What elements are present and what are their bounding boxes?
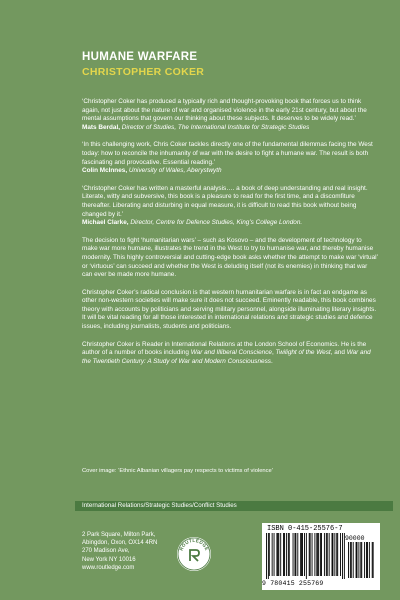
description-paragraph: Christopher Coker’s radical conclusion is that western humanitarian warfare is in fact an endgame as other non-western societies will make sure it does not succeed. Eminently readable, this book combines theory with accounts by politicians and serving military personnel, alongside illuminating literary insights. It will be vital reading for all those interested in international relations and strategic studies and defence issues, including journalists, students and politicians. xyxy=(82,288,377,331)
description-paragraph: The decision to fight ‘humanitarian wars’ – such as Kosovo – and the development of technology to make war more humane, illustrates the trend in the West to try to humanise war, and thereby humanise modernity. This highly controversial and cutting-edge book asks whether the attempt to make war ‘virtual’ or ‘virtuous’ can succeed and whether the West is deluding itself (not its enemies) in thinking that war can ever be made more humane. xyxy=(82,236,378,279)
reviewer-affiliation: Director, Centre for Defence Studies, King’s College London. xyxy=(130,219,303,227)
price-code: 90000 xyxy=(345,535,365,542)
book-author: CHRISTOPHER COKER xyxy=(82,66,205,78)
isbn-text: ISBN 0-415-25576-7 xyxy=(267,525,343,533)
review-attribution xyxy=(82,167,378,176)
address-line: 2 Park Square, Milton Park, xyxy=(82,532,156,538)
reviewer-affiliation: University of Wales, Aberystwyth xyxy=(128,167,222,175)
bio-book-title: War and the Twentieth Century: A Study of War and Modern Consciousness xyxy=(82,349,371,365)
review-quote: ‘Christopher Coker has written a masterful analysis…. a book of deep understanding and real insight. Literate, witty and subversive, this book is a pleasure to read for the first time, and a discomfiture thereafter. Liberating and disturbing in equal measure, it is difficult to read this book without being changed by it.’ xyxy=(82,184,368,218)
book-title: HUMANE WARFARE xyxy=(82,51,198,63)
subject-categories: International Relations/Strategic Studies/Conflict Studies xyxy=(82,502,237,509)
address-line: Abingdon, Oxon, OX14 4RN xyxy=(82,540,158,547)
cover-image-credit: Cover image: ‘Ethnic Albanian villagers pay respects to victims of violence’ xyxy=(82,468,274,474)
bio-text: , and xyxy=(330,349,347,357)
address-line: www.routledge.com xyxy=(82,564,135,571)
bio-book-title: Twilight of the West xyxy=(275,349,331,357)
logo-label: ROUTLEDGE xyxy=(178,537,210,552)
address-line: 270 Madison Ave, xyxy=(82,548,130,555)
bio-text: Christopher Coker is Reader in International Relations at the London School of Economics. He is the author of a number of books including xyxy=(82,340,367,357)
review-quote: ‘In this challenging work, Chris Coker tackles directly one of the fundamental dilemmas facing the West today: how to reconcile the inhumanity of war with the desire to fight a humane war. The result is both fascinating and provocative. Essential reading.’ xyxy=(82,141,373,166)
routledge-logo-icon xyxy=(176,536,212,572)
review-3 xyxy=(82,185,378,228)
publisher-address xyxy=(82,531,157,572)
reviewer-affiliation: Director of Studies, The International Institute for Strategic Studies xyxy=(121,123,310,131)
review-1 xyxy=(82,98,378,132)
blurb-text xyxy=(82,98,378,375)
bio-book-title: War and Illiberal Conscience xyxy=(190,349,272,357)
reviewer-name: Colin McInnes, xyxy=(82,167,128,175)
author-bio xyxy=(82,341,378,367)
review-2 xyxy=(82,141,378,175)
reviewer-name: Mats Berdal, xyxy=(82,123,121,131)
review-quote: ‘Christopher Coker has produced a typically rich and thought-provoking book that forces us to think again, not just about the nature of war and organised violence in the early 21st century, but about the mental assumptions that govern our thinking about these subjects. It deserves to be widely read.’ xyxy=(82,98,367,123)
barcode-icon xyxy=(264,533,378,580)
address-line: New York NY 10016 xyxy=(82,556,136,563)
review-attribution xyxy=(82,219,378,228)
bio-text: , xyxy=(271,349,276,357)
reviewer-name: Michael Clarke, xyxy=(82,219,129,227)
bio-text: . xyxy=(270,357,273,365)
review-attribution xyxy=(82,124,378,133)
ean-digits: 9 780415 255769 xyxy=(262,580,324,587)
